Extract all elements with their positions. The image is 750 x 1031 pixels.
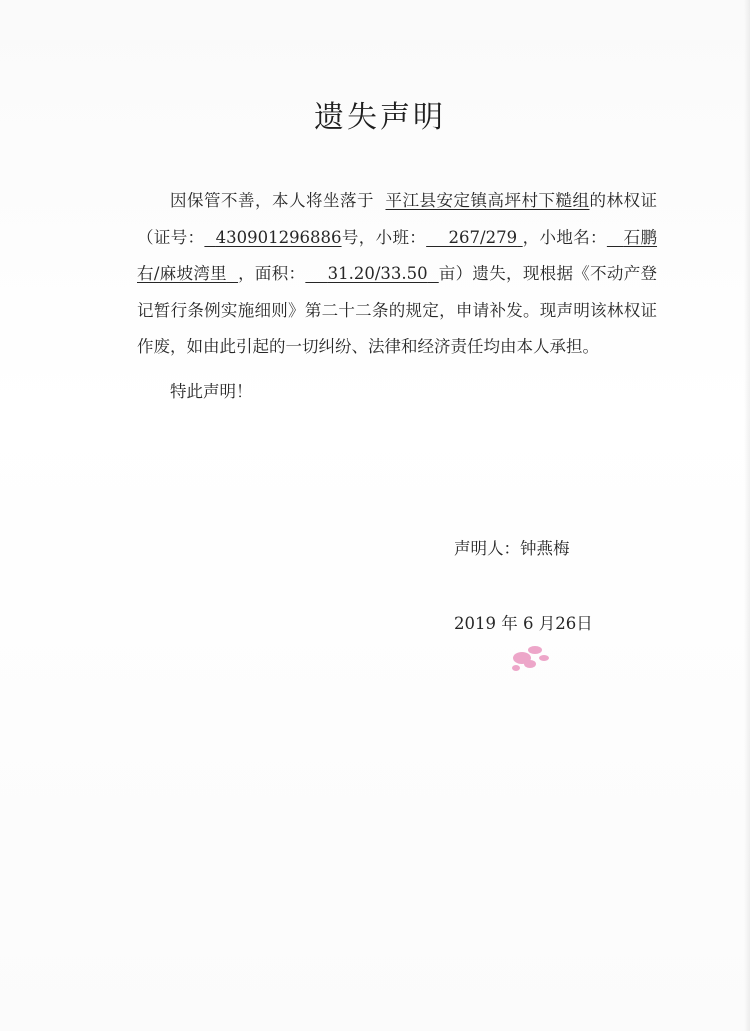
closing-statement: 特此声明！: [170, 382, 253, 401]
date-line: 2019 年 6 月26日: [454, 614, 593, 633]
body-text-4: ，小地名：: [522, 227, 607, 247]
signature-line: 声明人：钟燕梅: [454, 539, 570, 558]
statement-body: [137, 183, 657, 366]
body-text-5: ，面积：: [238, 264, 306, 283]
location-value: 平江县安定镇高坪村下糙组: [385, 191, 590, 210]
certificate-number: 430901296886: [215, 227, 342, 247]
subplot-value: 267/279: [448, 227, 518, 247]
red-stamp-mark: [500, 630, 560, 680]
body-text-6: 亩）遗失，现根据《不动产登记暂行条例实施细则》第二十二条的规定，申请补发。现声明该林权证作废，如由此引起的一切纠纷、法律和经济责任均由本人承担。: [137, 264, 658, 356]
body-text-1: 因保管不善，本人将坐落于: [170, 191, 374, 210]
body-text-2: 的林权证（证号：: [137, 191, 657, 247]
document-title: 遗失声明: [314, 100, 446, 135]
body-text-3: 号，小班：: [341, 227, 427, 247]
page-edge-shadow: [744, 0, 750, 1031]
place-name-value: 石鹏右/麻坡湾里: [137, 227, 658, 283]
area-value: 31.20/33.50: [327, 264, 428, 283]
